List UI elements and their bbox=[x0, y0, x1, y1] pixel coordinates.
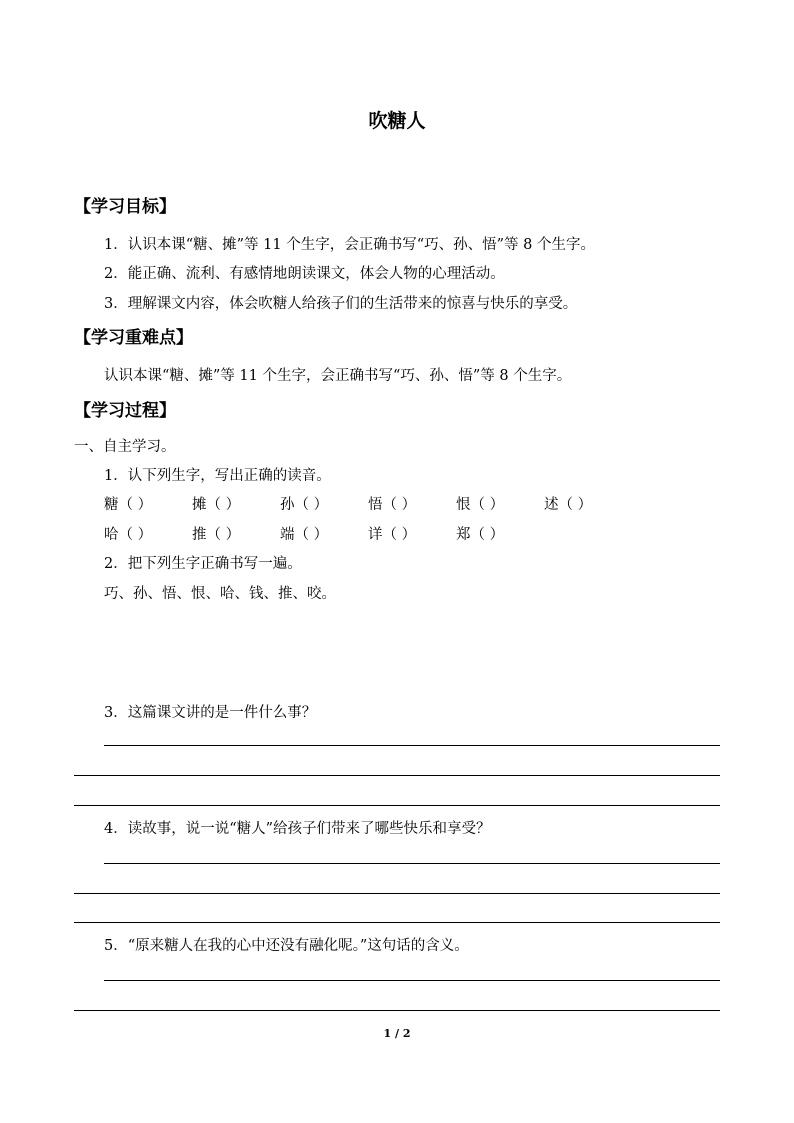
pinyin-item: 恨（ ） bbox=[456, 497, 505, 513]
question-2-characters: 巧、孙、悟、恨、哈、钱、推、咬。 bbox=[104, 586, 336, 602]
question-4: 4．读故事，说一说“糖人”给孩子们带来了哪些快乐和享受？ bbox=[104, 821, 491, 837]
key-points-heading: 【学习重难点】 bbox=[74, 328, 193, 348]
question-2: 2．把下列生字正确书写一遍。 bbox=[104, 556, 302, 572]
answer-line[interactable] bbox=[74, 1010, 720, 1011]
answer-line[interactable] bbox=[104, 745, 720, 746]
answer-line[interactable] bbox=[74, 893, 720, 894]
pinyin-item: 孙（ ） bbox=[280, 497, 329, 513]
key-points-text: 认识本课“糖、摊”等 11 个生字，会正确书写“巧、孙、悟”等 8 个生字。 bbox=[104, 368, 572, 384]
pinyin-item: 详（ ） bbox=[368, 527, 417, 543]
answer-line[interactable] bbox=[104, 863, 720, 864]
page-title: 吹糖人 bbox=[368, 110, 426, 132]
answer-line[interactable] bbox=[104, 980, 720, 981]
pinyin-item: 糖（ ） bbox=[104, 497, 153, 513]
pinyin-item: 哈（ ） bbox=[104, 527, 153, 543]
page-number: 1 / 2 bbox=[383, 1027, 411, 1040]
pinyin-item: 郑（ ） bbox=[456, 527, 505, 543]
objective-item-1: 1．认识本课“糖、摊”等 11 个生字，会正确书写“巧、孙、悟”等 8 个生字。 bbox=[104, 237, 595, 253]
objective-item-2: 2．能正确、流利、有感情地朗读课文，体会人物的心理活动。 bbox=[104, 266, 505, 282]
answer-line[interactable] bbox=[74, 775, 720, 776]
objective-item-3: 3．理解课文内容，体会吹糖人给孩子们的生活带来的惊喜与快乐的享受。 bbox=[104, 296, 578, 312]
pinyin-item: 摊（ ） bbox=[192, 497, 241, 513]
question-3: 3．这篇课文讲的是一件什么事？ bbox=[104, 705, 317, 721]
section1-title: 一、自主学习。 bbox=[74, 439, 176, 455]
question-5: 5．“原来糖人在我的心中还没有融化呢。”这句话的含义。 bbox=[104, 938, 469, 954]
pinyin-item: 悟（ ） bbox=[368, 497, 417, 513]
pinyin-item: 述（ ） bbox=[544, 497, 593, 513]
answer-line[interactable] bbox=[74, 922, 720, 923]
process-heading: 【学习过程】 bbox=[74, 401, 176, 421]
question-1: 1．认下列生字，写出正确的读音。 bbox=[104, 468, 331, 484]
pinyin-item: 推（ ） bbox=[192, 527, 241, 543]
answer-line[interactable] bbox=[74, 805, 720, 806]
objectives-heading: 【学习目标】 bbox=[74, 197, 176, 217]
pinyin-item: 端（ ） bbox=[280, 527, 329, 543]
